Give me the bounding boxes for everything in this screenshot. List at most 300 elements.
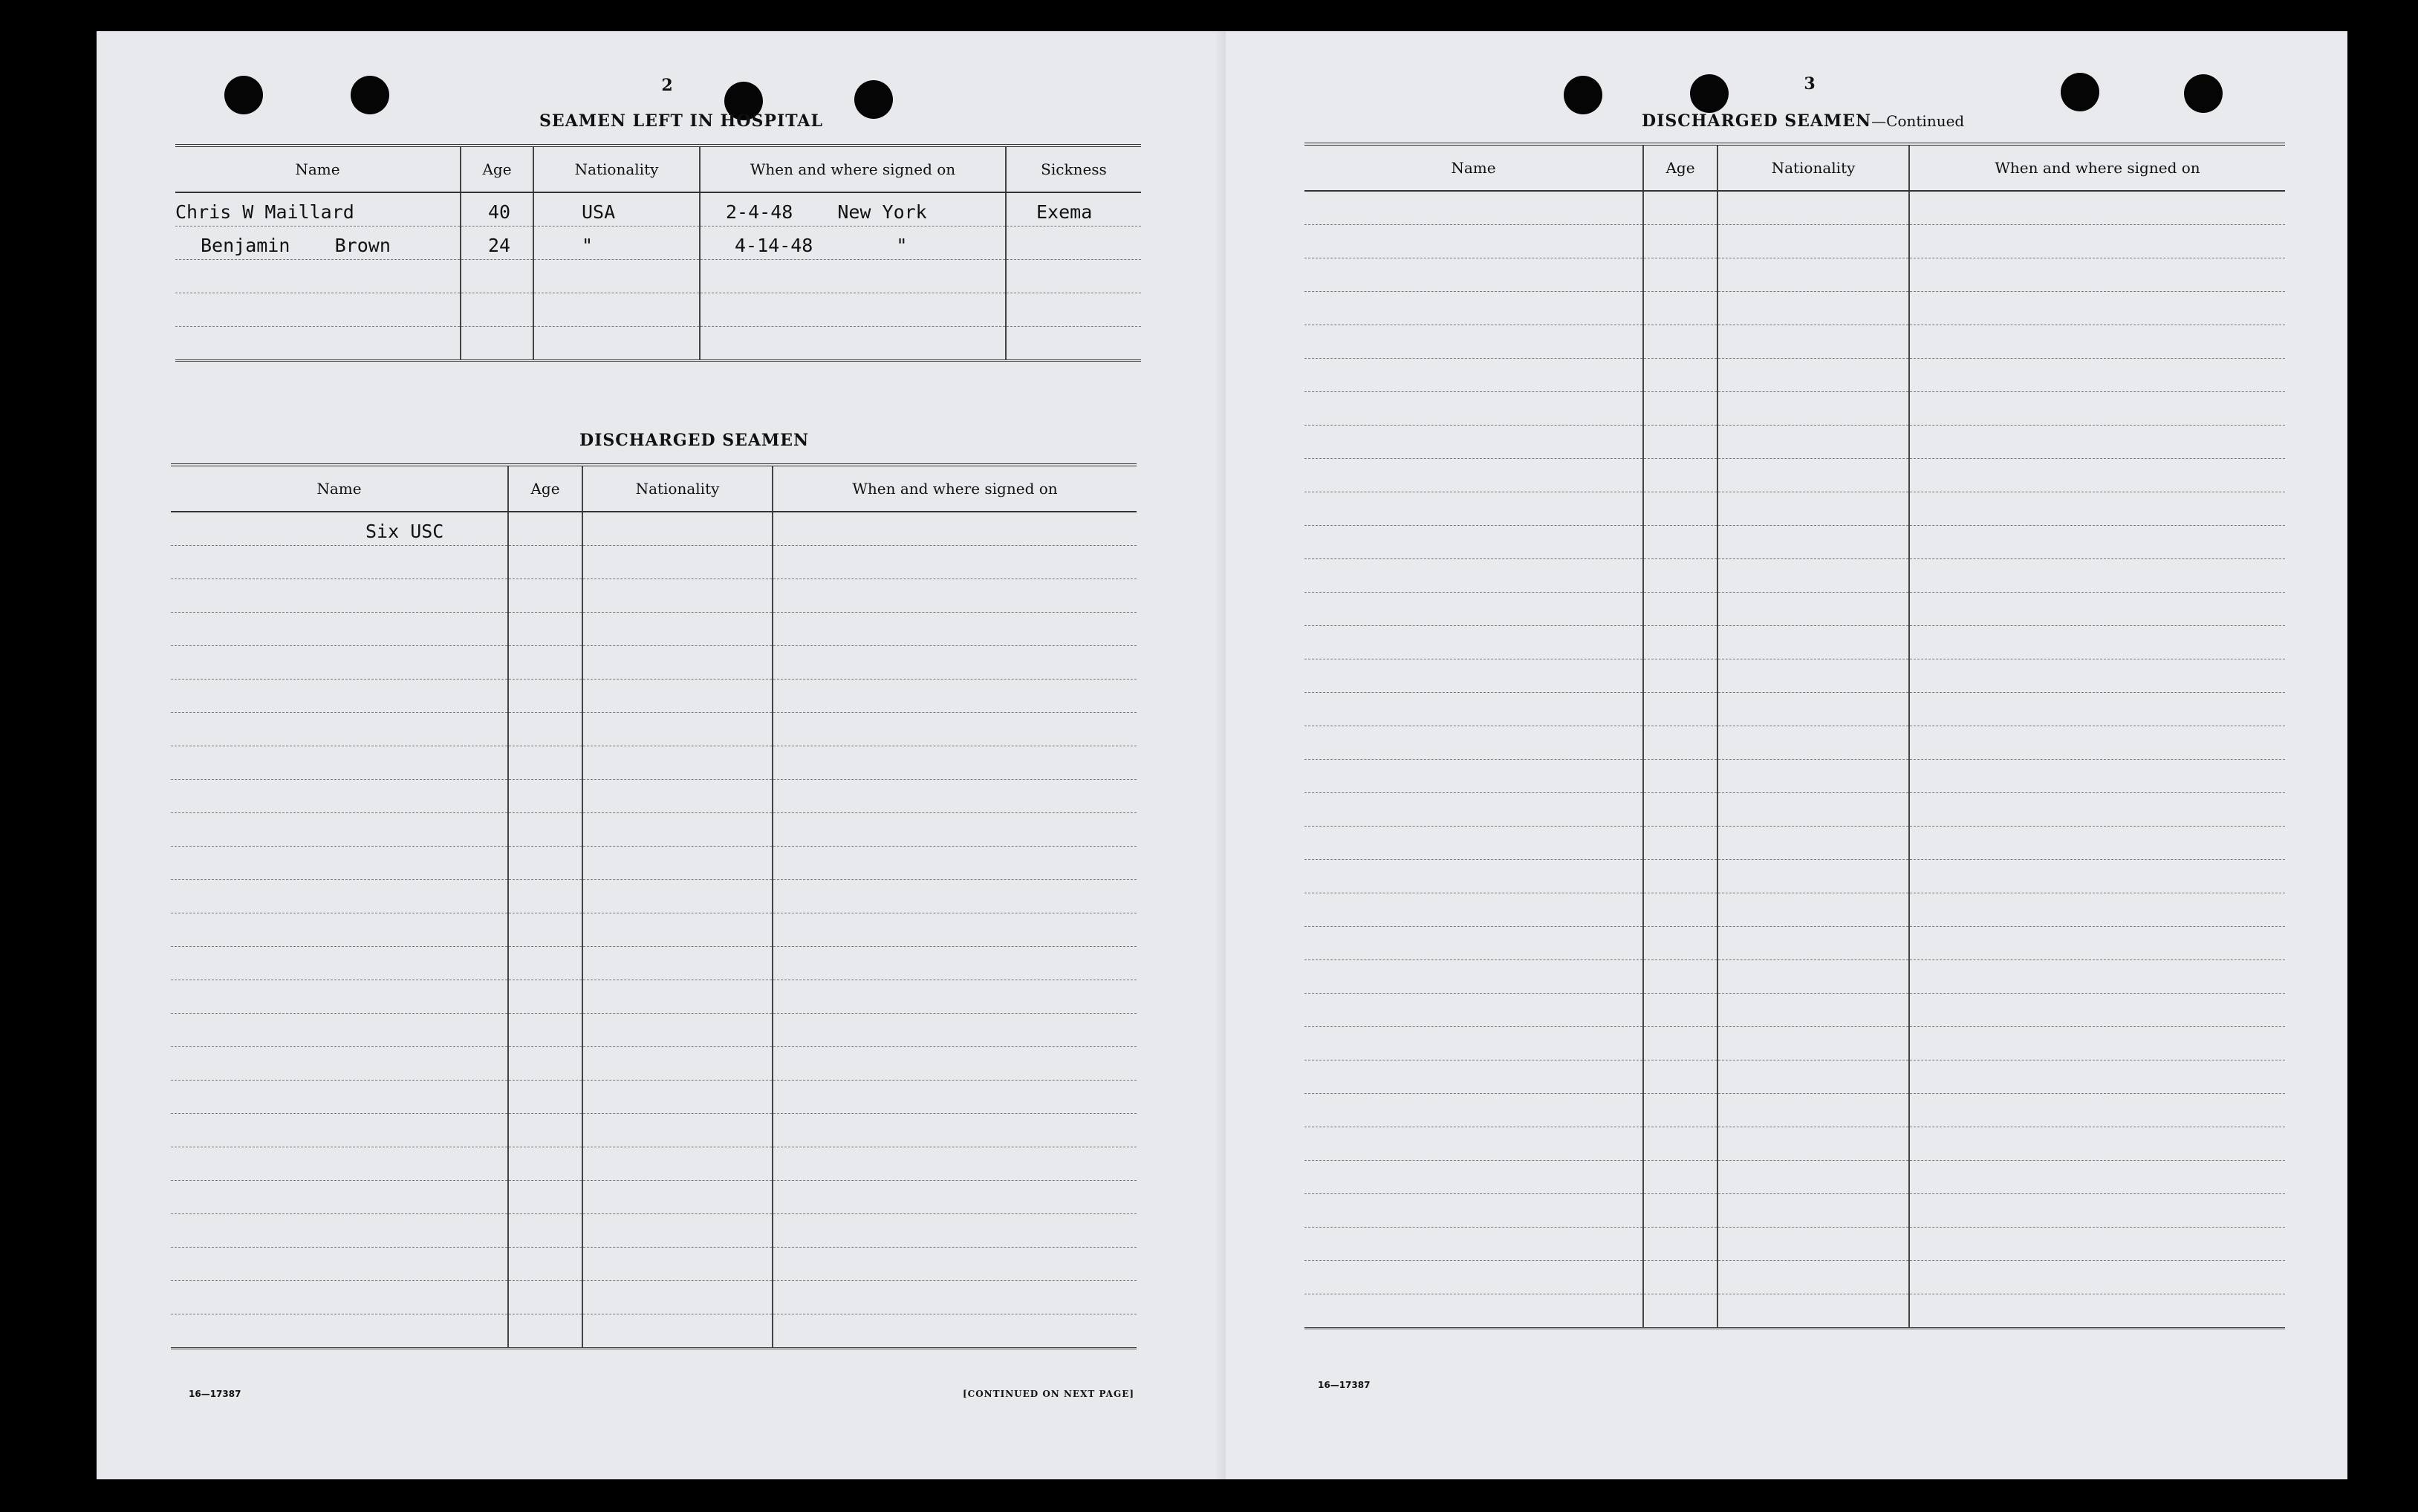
table-cell (1717, 1294, 1909, 1329)
table-cell (1304, 860, 1643, 893)
table-cell (1717, 1094, 1909, 1127)
table-cell (582, 613, 773, 646)
table-cell (1909, 1060, 2285, 1094)
table-cell (1643, 960, 1717, 994)
table-row (175, 293, 1141, 327)
form-number: 16—17387 (1318, 1380, 1371, 1390)
table-row (171, 913, 1137, 947)
table-cell (1304, 626, 1643, 659)
table-cell (1909, 593, 2285, 626)
column-header: Sickness (1006, 146, 1141, 192)
table-cell (582, 1114, 773, 1147)
table-cell (171, 1081, 508, 1114)
table-cell (582, 746, 773, 780)
table-row (1304, 1194, 2285, 1228)
table-cell (1304, 726, 1643, 760)
table-cell (171, 579, 508, 613)
table-cell (1909, 860, 2285, 893)
table-cell (1717, 258, 1909, 292)
table-row (1304, 225, 2285, 258)
table-row (171, 579, 1137, 613)
punch-hole (224, 76, 263, 114)
table-cell (582, 646, 773, 680)
table-row (171, 680, 1137, 713)
table-cell (1643, 726, 1717, 760)
table-row (1304, 359, 2285, 392)
table-row (1304, 559, 2285, 593)
table-row (1304, 459, 2285, 492)
table-cell (1304, 1027, 1643, 1060)
column-header: Name (1304, 144, 1643, 191)
table-row (1304, 860, 2285, 893)
table-row (175, 192, 1141, 227)
table-cell (508, 1081, 582, 1114)
table-cell (1304, 191, 1643, 225)
table-row (175, 327, 1141, 361)
table-cell (1717, 626, 1909, 659)
table-cell (1909, 760, 2285, 793)
table-cell (508, 713, 582, 746)
table-cell (1717, 827, 1909, 860)
table-cell (1304, 225, 1643, 258)
table-cell (1304, 559, 1643, 593)
table-cell (1304, 1261, 1643, 1294)
table-cell (508, 1147, 582, 1181)
table-row (1304, 492, 2285, 526)
table-cell (773, 780, 1137, 813)
table-cell (1643, 459, 1717, 492)
table-cell (171, 880, 508, 913)
table-cell (508, 813, 582, 847)
table-cell (1643, 1094, 1717, 1127)
table-cell (1717, 225, 1909, 258)
table-cell (1304, 659, 1643, 693)
table-cell (582, 579, 773, 613)
table-cell (171, 1248, 508, 1281)
table-row (171, 1248, 1137, 1281)
table-cell (1909, 626, 2285, 659)
table-cell (1304, 893, 1643, 927)
table-row (1304, 392, 2285, 426)
table-cell (773, 1248, 1137, 1281)
table-cell (773, 713, 1137, 746)
table-cell (1909, 292, 2285, 325)
table-cell (582, 1181, 773, 1214)
table-cell (1717, 927, 1909, 960)
table-cell (773, 1281, 1137, 1314)
table-row (171, 546, 1137, 579)
table-cell (171, 646, 508, 680)
table-cell (508, 680, 582, 713)
table-cell (1304, 760, 1643, 793)
table-cell (582, 1147, 773, 1181)
column-header: Name (175, 146, 461, 192)
table-cell (1717, 693, 1909, 726)
table-cell (1909, 492, 2285, 526)
table-row (1304, 1060, 2285, 1094)
table-cell (1304, 960, 1643, 994)
table-cell (1643, 392, 1717, 426)
table-cell (171, 680, 508, 713)
table-cell (700, 260, 1006, 293)
signed-on-cell: 2-4-48 New York (700, 192, 1006, 227)
table-cell (1909, 726, 2285, 760)
table-cell (773, 1114, 1137, 1147)
column-header: Nationality (1717, 144, 1909, 191)
table-cell (582, 813, 773, 847)
table-cell (1717, 860, 1909, 893)
table-cell (175, 327, 461, 361)
table-cell (1304, 1060, 1643, 1094)
table-row (171, 947, 1137, 980)
table-row (1304, 659, 2285, 693)
table-cell (1909, 793, 2285, 827)
table-cell (1717, 1228, 1909, 1261)
signed-on-cell: 4-14-48 " (700, 227, 1006, 260)
section-title-suffix: —Continued (1871, 112, 1965, 130)
table-cell (171, 1014, 508, 1047)
name-cell: Benjamin Brown (175, 227, 461, 260)
table-row (171, 1314, 1137, 1349)
table-cell (1643, 1228, 1717, 1261)
table-cell (582, 1281, 773, 1314)
table-cell (1304, 593, 1643, 626)
table-cell (508, 613, 582, 646)
table-cell (1717, 426, 1909, 459)
table-cell (1909, 459, 2285, 492)
table-row (1304, 1294, 2285, 1329)
table-row (1304, 1127, 2285, 1161)
table-cell (1717, 325, 1909, 359)
table-cell (773, 847, 1137, 880)
nationality-cell (582, 512, 773, 546)
table-cell (1909, 1261, 2285, 1294)
table-cell (1717, 659, 1909, 693)
table-cell (582, 980, 773, 1014)
table-cell (1304, 1228, 1643, 1261)
table-cell (773, 980, 1137, 1014)
table-row (1304, 793, 2285, 827)
table-cell (1643, 559, 1717, 593)
table-cell (171, 1047, 508, 1081)
column-header: Nationality (582, 465, 773, 512)
table-row (1304, 994, 2285, 1027)
table-cell (1304, 492, 1643, 526)
table-cell (1717, 960, 1909, 994)
table-cell (1717, 593, 1909, 626)
table-cell (1909, 258, 2285, 292)
table-cell (773, 613, 1137, 646)
table-cell (1717, 459, 1909, 492)
table-cell (1717, 1161, 1909, 1194)
table-cell (1304, 392, 1643, 426)
name-cell: Chris W Maillard (175, 192, 461, 227)
discharged-section-title: DISCHARGED SEAMEN (579, 431, 810, 450)
table-cell (1909, 1194, 2285, 1228)
table-cell (1643, 593, 1717, 626)
table-cell (175, 293, 461, 327)
table-cell (1643, 860, 1717, 893)
table-cell (461, 327, 533, 361)
table-cell (582, 847, 773, 880)
table-row (1304, 1027, 2285, 1060)
table-cell (1909, 359, 2285, 392)
table-cell (508, 1214, 582, 1248)
table-cell (773, 1181, 1137, 1214)
right-page (1226, 31, 2347, 1479)
table-cell (508, 880, 582, 913)
table-cell (1304, 1161, 1643, 1194)
column-header: When and where signed on (773, 465, 1137, 512)
table-cell (508, 1281, 582, 1314)
table-row (175, 227, 1141, 260)
table-row (171, 813, 1137, 847)
column-header: Nationality (533, 146, 700, 192)
punch-hole (2061, 73, 2099, 111)
table-cell (1643, 258, 1717, 292)
column-header: When and where signed on (700, 146, 1006, 192)
table-cell (533, 327, 700, 361)
table-cell (1909, 1161, 2285, 1194)
table-row (171, 1047, 1137, 1081)
table-cell (1643, 1294, 1717, 1329)
table-cell (1643, 893, 1717, 927)
table-cell (1006, 293, 1141, 327)
table-cell (1909, 994, 2285, 1027)
table-row (1304, 1228, 2285, 1261)
table-cell (508, 579, 582, 613)
table-row (171, 847, 1137, 880)
table-cell (171, 1281, 508, 1314)
table-row (1304, 1261, 2285, 1294)
table-cell (1304, 459, 1643, 492)
table-row (171, 1181, 1137, 1214)
table-row (171, 613, 1137, 646)
table-cell (1643, 1194, 1717, 1228)
age-cell: 24 (461, 227, 533, 260)
nationality-cell: USA (533, 192, 700, 227)
table-row (1304, 693, 2285, 726)
column-header: Age (508, 465, 582, 512)
table-cell (1909, 526, 2285, 559)
sickness-cell: Exema (1006, 192, 1141, 227)
table-cell (773, 1081, 1137, 1114)
table-cell (171, 1314, 508, 1349)
discharged-continued-table (1304, 143, 2285, 1329)
table-cell (1717, 526, 1909, 559)
table-row (171, 980, 1137, 1014)
table-cell (1717, 1194, 1909, 1228)
table-cell (1909, 1027, 2285, 1060)
table-cell (1909, 426, 2285, 459)
table-cell (773, 880, 1137, 913)
table-row (1304, 626, 2285, 659)
nationality-cell: " (533, 227, 700, 260)
name-cell: Six USC (171, 512, 508, 546)
table-cell (1717, 726, 1909, 760)
table-cell (1643, 526, 1717, 559)
table-cell (1643, 359, 1717, 392)
table-cell (171, 913, 508, 947)
sickness-cell (1006, 227, 1141, 260)
table-cell (508, 780, 582, 813)
table-cell (773, 1014, 1137, 1047)
table-cell (508, 746, 582, 780)
table-row (171, 1147, 1137, 1181)
table-cell (1643, 793, 1717, 827)
table-cell (1909, 827, 2285, 860)
table-cell (461, 293, 533, 327)
table-cell (773, 1214, 1137, 1248)
table-cell (1643, 1060, 1717, 1094)
table-row (171, 1081, 1137, 1114)
table-cell (508, 1181, 582, 1214)
table-cell (1304, 1294, 1643, 1329)
table-cell (171, 947, 508, 980)
continued-note: [CONTINUED ON NEXT PAGE] (963, 1389, 1135, 1399)
page-number: 3 (1804, 74, 1816, 94)
table-cell (1643, 693, 1717, 726)
table-cell (700, 293, 1006, 327)
table-cell (1717, 359, 1909, 392)
table-row (1304, 960, 2285, 994)
table-cell (1304, 927, 1643, 960)
table-cell (582, 1014, 773, 1047)
table-row (171, 1214, 1137, 1248)
table-cell (1643, 827, 1717, 860)
table-row (171, 512, 1137, 546)
table-cell (1643, 191, 1717, 225)
table-cell (1304, 994, 1643, 1027)
table-cell (171, 847, 508, 880)
table-row (171, 1114, 1137, 1147)
table-cell (1717, 893, 1909, 927)
table-cell (1304, 359, 1643, 392)
table-cell (1717, 1027, 1909, 1060)
form-number: 16—17387 (189, 1389, 241, 1399)
table-cell (1304, 258, 1643, 292)
table-cell (1909, 1228, 2285, 1261)
table-cell (773, 579, 1137, 613)
table-cell (1304, 292, 1643, 325)
table-cell (171, 813, 508, 847)
table-cell (1304, 1194, 1643, 1228)
table-cell (773, 1314, 1137, 1349)
table-cell (171, 1147, 508, 1181)
punch-hole (351, 76, 389, 114)
table-cell (1717, 1060, 1909, 1094)
table-row (1304, 1161, 2285, 1194)
table-cell (461, 260, 533, 293)
table-cell (1717, 994, 1909, 1027)
hospital-table (175, 144, 1141, 362)
punch-hole (1690, 74, 1729, 113)
age-cell (508, 512, 582, 546)
table-cell (773, 913, 1137, 947)
table-cell (1643, 1161, 1717, 1194)
table-row (171, 646, 1137, 680)
table-cell (582, 1047, 773, 1081)
page-number: 2 (661, 76, 673, 95)
table-row (1304, 526, 2285, 559)
table-cell (1717, 191, 1909, 225)
table-cell (508, 980, 582, 1014)
table-cell (533, 293, 700, 327)
table-cell (171, 746, 508, 780)
table-cell (1909, 960, 2285, 994)
table-cell (1909, 191, 2285, 225)
table-cell (508, 947, 582, 980)
table-cell (1909, 659, 2285, 693)
punch-hole (854, 80, 893, 119)
table-cell (1006, 260, 1141, 293)
table-row (1304, 927, 2285, 960)
table-row (1304, 258, 2285, 292)
table-cell (773, 546, 1137, 579)
left-page (97, 31, 1226, 1479)
table-cell (1717, 392, 1909, 426)
table-row (1304, 325, 2285, 359)
table-cell (582, 780, 773, 813)
table-cell (1717, 492, 1909, 526)
table-cell (582, 1081, 773, 1114)
table-cell (1909, 927, 2285, 960)
table-cell (171, 613, 508, 646)
table-row (1304, 760, 2285, 793)
table-cell (1717, 793, 1909, 827)
punch-hole (2184, 74, 2223, 113)
table-cell (773, 1147, 1137, 1181)
table-cell (508, 1314, 582, 1349)
table-row (1304, 1094, 2285, 1127)
table-cell (1643, 225, 1717, 258)
discharged-continued-title (1642, 111, 1964, 131)
table-cell (1643, 1261, 1717, 1294)
table-cell (171, 780, 508, 813)
table-cell (582, 880, 773, 913)
table-cell (1909, 1294, 2285, 1329)
table-cell (171, 1114, 508, 1147)
table-cell (1909, 693, 2285, 726)
table-row (1304, 292, 2285, 325)
table-cell (582, 1214, 773, 1248)
table-cell (582, 713, 773, 746)
table-cell (1304, 426, 1643, 459)
table-cell (171, 980, 508, 1014)
table-cell (1643, 994, 1717, 1027)
table-cell (1304, 1094, 1643, 1127)
hospital-section-title: SEAMEN LEFT IN HOSPITAL (539, 111, 823, 131)
table-cell (773, 1047, 1137, 1081)
section-title-text: DISCHARGED SEAMEN (1642, 111, 1872, 131)
table-cell (582, 947, 773, 980)
table-cell (1909, 392, 2285, 426)
table-cell (508, 847, 582, 880)
table-cell (533, 260, 700, 293)
table-cell (1643, 292, 1717, 325)
table-cell (1643, 760, 1717, 793)
table-cell (1909, 1127, 2285, 1161)
table-cell (700, 327, 1006, 361)
table-row (171, 880, 1137, 913)
table-cell (1643, 426, 1717, 459)
table-cell (1717, 292, 1909, 325)
column-header: Name (171, 465, 508, 512)
signed-on-cell (773, 512, 1137, 546)
table-row (175, 260, 1141, 293)
table-row (171, 746, 1137, 780)
table-cell (508, 1014, 582, 1047)
